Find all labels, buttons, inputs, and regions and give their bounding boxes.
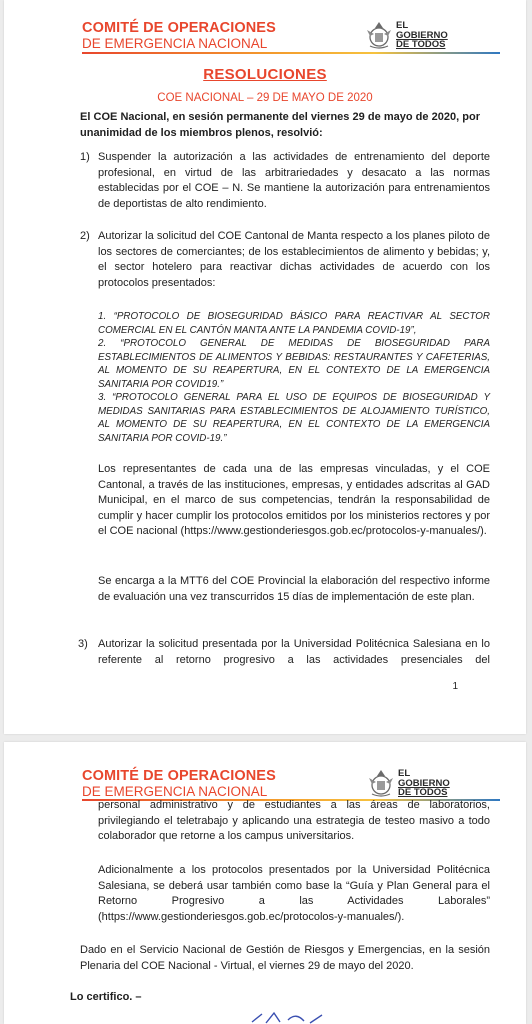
header-rule [82, 52, 500, 54]
document-page-2 [4, 742, 526, 1024]
protocol-1: 1. “PROTOCOLO DE BIOSEGURIDAD BÁSICO PARA REACTIVAR AL SECTOR COMERCIAL EN EL CANTÓN MANTA ANTE LA PANDEMIA COVID-19”, [98, 311, 490, 336]
given-paragraph: Dado en el Servicio Nacional de Gestión de Riesgos y Emergencias, en la sesión Plenaria del COE Nacional - Virtual, el viernes 29 de mayo del 2020. [80, 944, 490, 972]
coe-logo-line2: DE EMERGENCIA NACIONAL [82, 36, 268, 51]
certify-text: Lo certifico. – [70, 991, 142, 1003]
gobierno-logo [366, 768, 450, 798]
additional-paragraph: Adicionalmente a los protocolos presentados por la Universidad Politécnica Salesiana, se deberá usar también como base la “Guía y Plan General para el Retorno Progresivo a las Actividades Laborales” (https://www.gestionderiesgos.gob.ec/protocolos-y-manuales/). [98, 864, 490, 923]
coat-of-arms-icon [366, 768, 396, 798]
mtt6-paragraph: Se encarga a la MTT6 del COE Provincial la elaboración del respectivo informe de evaluación una vez transcurridos 15 días de implementación de este plan. [98, 575, 490, 603]
document-page-1 [4, 0, 526, 734]
representatives-paragraph: Los representantes de cada una de las empresas vinculadas, y el COE Cantonal, a través de las instituciones, empresas, y entidades adscritas al GAD Municipal, en el marco de sus competencias, tendrán la responsabilidad de cumplir y hacer cumplir los protocolos emitidos por los ministerios rectores y por el COE nacional (https://www.gestionderiesgos.gob.ec/protocolos-y-manuales/). [98, 463, 490, 538]
gobierno-logo-text: EL GOBIERNO DE TODOS [396, 20, 448, 50]
gobierno-logo [364, 20, 448, 50]
coe-logo [82, 20, 276, 51]
item-1-text: Suspender la autorización a las actividades de entrenamiento del deporte profesional, en virtud de las arbitrariedades y desacato a las normas establecidas por el COE – N. Se mantiene la autorización para entrenamientos de deportistas de alto rendimiento. [98, 151, 490, 210]
coat-of-arms-icon [364, 20, 394, 50]
coe-logo-line2: DE EMERGENCIA NACIONAL [82, 784, 268, 799]
protocol-3: 3. “PROTOCOLO GENERAL PARA EL USO DE EQUIPOS DE BIOSEGURIDAD Y MEDIDAS SANITARIAS PARA ESTABLECIMIENTOS DE ALOJAMIENTO TURÍSTICO, AL MOMENTO DE SU REAPERTURA, EN EL CONTEXTO DE LA EMERGENCIA SANITARIA POR COVID-19.” [98, 392, 490, 444]
coe-logo [82, 768, 276, 799]
intro-paragraph: El COE Nacional, en sesión permanente del viernes 29 de mayo de 2020, por unanimidad de los miembros plenos, resolvió: [80, 111, 480, 139]
signature-mark [244, 1010, 334, 1024]
item-1-number: 1) [80, 151, 90, 163]
page-number: 1 [452, 681, 458, 692]
item-2-number: 2) [80, 230, 90, 242]
resolutions-subtitle: COE NACIONAL – 29 DE MAYO DE 2020 [157, 92, 373, 104]
item-3-number: 3) [78, 638, 88, 650]
item-2-text: Autorizar la solicitud del COE Cantonal de Manta respecto a los planes piloto de los sectores de comerciantes; de los establecimientos de alimento y bebidas; y, el sector hotelero para reactivar dichas actividades de acuerdo con los protocolos presentados: [98, 230, 490, 289]
gobierno-logo-text: EL GOBIERNO DE TODOS [398, 768, 450, 798]
item-3-continuation: personal administrativo y de estudiantes a las áreas de laboratorios, privilegiando el teletrabajo y aplicando una estrategia de testeo masivo a todo colaborador que retorne a los campus universitarios. [98, 799, 490, 843]
item-3-text: Autorizar la solicitud presentada por la Universidad Politécnica Salesiana en lo referente al retorno progresivo a las actividades presenciales del [98, 638, 490, 666]
coe-logo-line1: COMITÉ DE OPERACIONES [82, 768, 276, 784]
protocol-2: 2. “PROTOCOLO GENERAL DE MEDIDAS DE BIOSEGURIDAD PARA ESTABLECIMIENTOS DE ALIMENTOS Y BEBIDAS: RESTAURANTES Y CAFETERIAS, AL MOMENTO DE SU REAPERTURA, EN EL CONTEXTO DE LA EMERGENCIA SANITARIA POR COVID19.” [98, 338, 490, 390]
resolutions-title: RESOLUCIONES [203, 66, 327, 83]
coe-logo-line1: COMITÉ DE OPERACIONES [82, 20, 276, 36]
